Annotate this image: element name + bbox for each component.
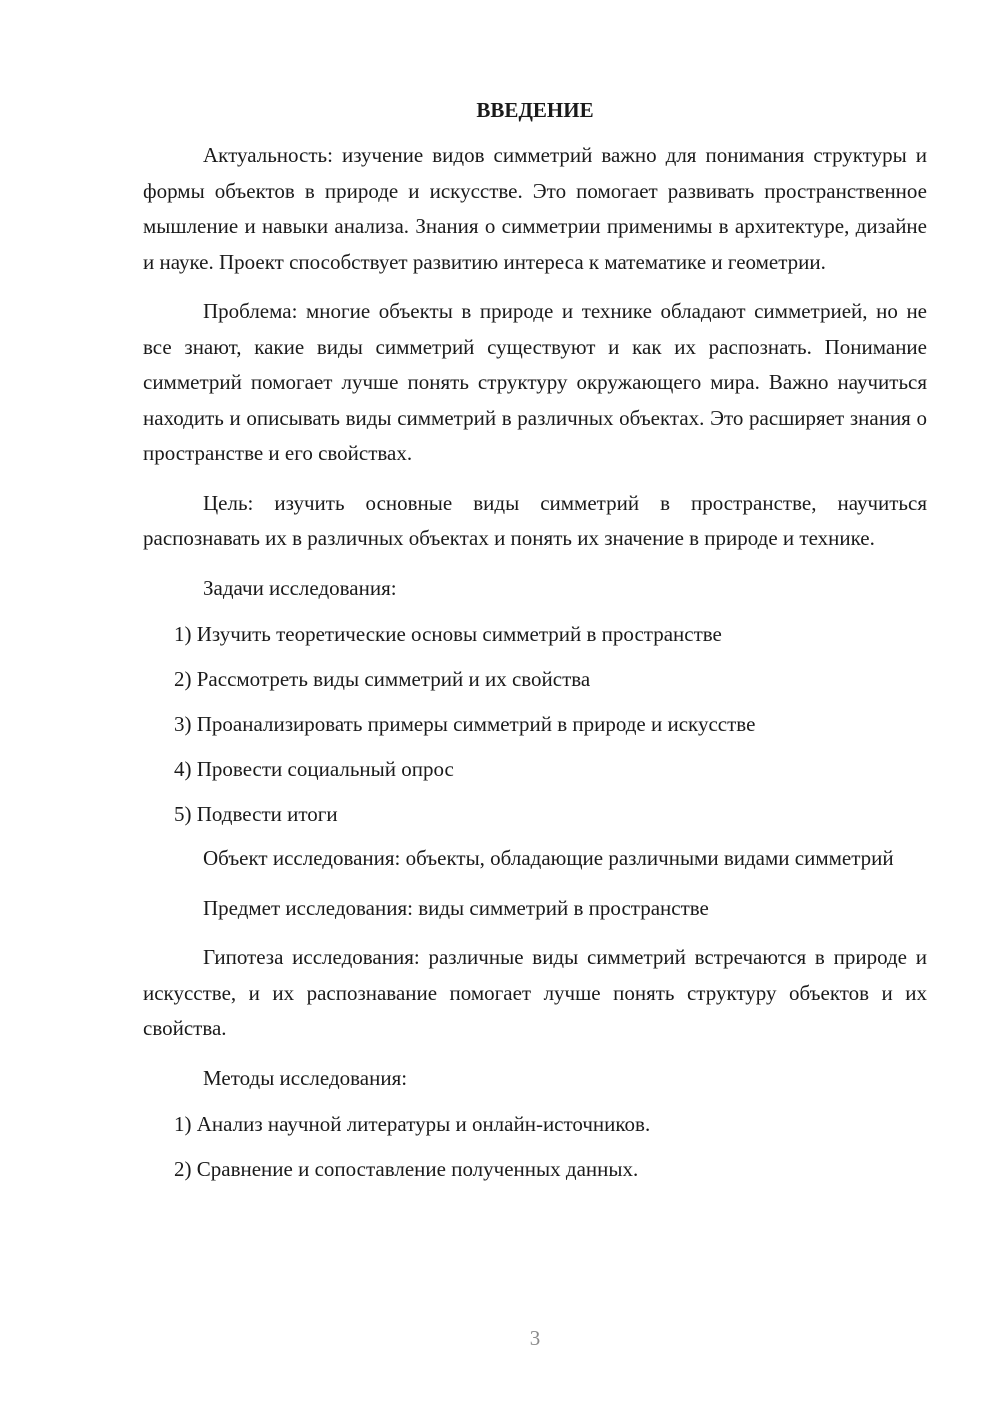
list-item: 1) Анализ научной литературы и онлайн-источников. (174, 1112, 651, 1136)
list-item: 5) Подвести итоги (174, 802, 338, 826)
list-item: 1) Изучить теоретические основы симметрий в пространстве (174, 622, 722, 646)
document-page (143, 94, 927, 1196)
problem-paragraph: Проблема: многие объекты в природе и технике обладают симметрией, но не все знают, какие виды симметрий существуют и как их распознать. Понимание симметрий помогает лучше понять структуру окружающего мира. Важно научиться находить и описывать виды симметрий в различных объектах. Это расширяет знания о пространстве и его свойствах. (143, 299, 927, 465)
tasks-list (143, 616, 927, 832)
methods-heading: Методы исследования: (203, 1065, 408, 1090)
relevance-paragraph: Актуальность: изучение видов симметрий важно для понимания структуры и формы объектов в природе и искусстве. Это помогает развивать пространственное мышление и навыки анализа. Знания о симметрии применимы в архитектуре, дизайне и науке. Проект способствует развитию интереса к математике и геометрии. (143, 143, 927, 274)
list-item: 4) Провести социальный опрос (174, 757, 454, 781)
hypothesis-paragraph: Гипотеза исследования: различные виды симметрий встречаются в природе и искусстве, и их распознавание помогает лучше понять структуру объектов и их свойства. (143, 945, 927, 1040)
section-title: ВВЕДЕНИЕ (476, 98, 594, 122)
object-paragraph: Объект исследования: объекты, обладающие различными видами симметрий (203, 846, 894, 870)
page-number: 3 (529, 1326, 541, 1350)
subject-paragraph: Предмет исследования: виды симметрий в пространстве (203, 895, 709, 920)
tasks-heading: Задачи исследования: (203, 575, 397, 600)
list-item: 2) Сравнение и сопоставление полученных данных. (174, 1157, 639, 1181)
goal-paragraph: Цель: изучить основные виды симметрий в пространстве, научиться распознавать их в различных объектах и понять их значение в природе и технике. (143, 490, 927, 550)
methods-list (143, 1106, 927, 1187)
list-item: 3) Проанализировать примеры симметрий в природе и искусстве (174, 712, 756, 736)
list-item: 2) Рассмотреть виды симметрий и их свойства (174, 667, 591, 691)
